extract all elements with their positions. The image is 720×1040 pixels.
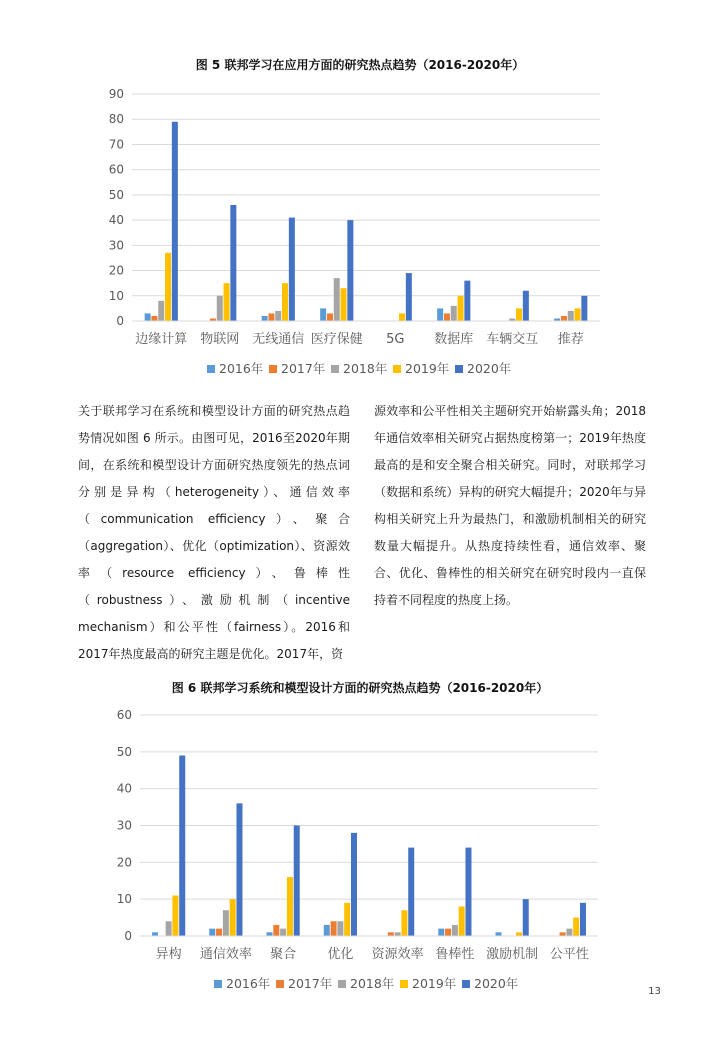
bar xyxy=(217,296,223,321)
x-category-label: 通信效率 xyxy=(199,947,252,962)
bar xyxy=(451,306,457,321)
bar xyxy=(158,301,164,321)
y-tick-label: 90 xyxy=(108,87,124,101)
bar xyxy=(395,932,401,936)
legend-label: 2019年 xyxy=(412,976,457,991)
bar xyxy=(294,826,300,937)
legend-label: 2017年 xyxy=(281,361,326,376)
bar xyxy=(236,803,242,936)
bar xyxy=(458,296,464,321)
bar xyxy=(209,929,215,936)
body-text-right-column: 源效率和公平性相关主题研究开始崭露头角；2018年通信效率相关研究占据热度榜第一；2019年热度最高的是和安全聚合相关研究。同时，对联邦学习（数据和系统）异构的研究大幅提升；2020年与异构相关研究上升为最热门，和激励机制相关的研究数量大幅提升。从热度持续性看，通信效率、聚合、优化、鲁棒性的相关研究在研究时段内一直保持着不同程度的热度上扬。 xyxy=(374,404,646,607)
x-category-label: 数据库 xyxy=(434,332,474,347)
legend-label: 2016年 xyxy=(226,976,271,991)
bar xyxy=(172,895,178,936)
bar xyxy=(573,918,579,936)
bar xyxy=(282,283,288,321)
bar xyxy=(331,921,337,936)
bar xyxy=(438,929,444,936)
x-category-label: 资源效率 xyxy=(371,947,424,962)
bar xyxy=(172,122,178,321)
bar xyxy=(581,296,587,321)
bar xyxy=(516,932,522,936)
y-tick-label: 10 xyxy=(116,892,132,907)
x-category-label: 车辆交互 xyxy=(486,332,539,347)
bar xyxy=(347,220,353,321)
bar xyxy=(262,316,268,321)
bar xyxy=(289,218,295,321)
bar xyxy=(267,932,273,936)
legend-label: 2019年 xyxy=(405,361,450,376)
bar xyxy=(334,278,340,321)
bar xyxy=(179,756,185,936)
bar xyxy=(568,311,574,321)
bar xyxy=(165,253,171,321)
y-tick-label: 40 xyxy=(108,213,124,228)
bar xyxy=(166,921,172,936)
y-tick-label: 20 xyxy=(108,263,124,278)
bar xyxy=(399,313,405,321)
legend-swatch xyxy=(269,365,277,373)
bar xyxy=(437,308,443,321)
bar xyxy=(216,929,222,936)
legend-swatch xyxy=(400,980,408,988)
legend-swatch xyxy=(393,365,401,373)
x-category-label: 公平性 xyxy=(549,947,589,962)
legend-swatch xyxy=(276,980,284,988)
bar xyxy=(575,308,581,321)
y-tick-label: 30 xyxy=(116,818,132,833)
x-category-label: 鲁棒性 xyxy=(435,947,475,962)
figure-5-title: 图 5 联邦学习在应用方面的研究热点趋势（2016-2020年） xyxy=(195,58,525,72)
bar xyxy=(459,907,465,936)
x-category-label: 推荐 xyxy=(557,332,584,347)
figure-6-chart xyxy=(0,700,720,1000)
legend-swatch xyxy=(331,365,339,373)
legend-label: 2018年 xyxy=(350,976,395,991)
x-category-label: 5G xyxy=(386,332,405,347)
legend-label: 2018年 xyxy=(343,361,388,376)
figure-6-title: 图 6 联邦学习系统和模型设计方面的研究热点趋势（2016-2020年） xyxy=(171,681,549,695)
page-number: 13 xyxy=(648,986,661,997)
bar xyxy=(560,932,566,936)
x-category-label: 优化 xyxy=(327,947,354,962)
legend-label: 2020年 xyxy=(474,976,519,991)
bar xyxy=(444,313,450,321)
bar xyxy=(516,308,522,321)
bar xyxy=(280,929,286,936)
bar xyxy=(224,283,230,321)
bar xyxy=(580,903,586,936)
bar xyxy=(320,308,326,321)
bar xyxy=(275,311,281,321)
bar xyxy=(523,291,529,321)
bar xyxy=(145,313,151,321)
bar xyxy=(230,899,236,936)
bar xyxy=(223,910,229,936)
x-category-label: 无线通信 xyxy=(252,332,305,347)
y-tick-label: 50 xyxy=(116,744,132,759)
x-category-label: 物联网 xyxy=(200,332,240,347)
y-tick-label: 20 xyxy=(116,855,132,870)
bar xyxy=(341,288,347,321)
bar xyxy=(344,903,350,936)
bar xyxy=(465,848,471,936)
legend-swatch xyxy=(207,365,215,373)
x-category-label: 聚合 xyxy=(270,947,297,962)
bar xyxy=(324,925,330,936)
y-tick-label: 60 xyxy=(116,708,132,722)
y-tick-label: 0 xyxy=(116,314,124,328)
bar xyxy=(523,899,529,936)
bar xyxy=(152,932,158,936)
bar xyxy=(151,316,157,321)
bar xyxy=(388,932,394,936)
y-tick-label: 80 xyxy=(108,112,124,127)
bar xyxy=(464,281,470,321)
bar xyxy=(452,925,458,936)
bar xyxy=(230,205,236,321)
x-category-label: 医疗保健 xyxy=(310,332,363,347)
y-tick-label: 50 xyxy=(108,187,124,202)
bar xyxy=(287,877,293,936)
y-tick-label: 10 xyxy=(108,288,124,303)
x-category-label: 激励机制 xyxy=(486,947,539,962)
bar xyxy=(327,313,333,321)
bar xyxy=(566,929,572,936)
bar xyxy=(445,929,451,936)
y-tick-label: 70 xyxy=(108,137,124,152)
bar xyxy=(408,848,414,936)
bar xyxy=(268,313,274,321)
bar xyxy=(496,932,502,936)
bar xyxy=(273,925,279,936)
bar xyxy=(406,273,412,321)
bar xyxy=(351,833,357,936)
legend-swatch xyxy=(214,980,222,988)
bar xyxy=(401,910,407,936)
x-category-label: 异构 xyxy=(155,947,182,962)
y-tick-label: 0 xyxy=(124,929,132,943)
bar xyxy=(337,921,343,936)
x-category-label: 边缘计算 xyxy=(135,332,188,347)
legend-swatch xyxy=(338,980,346,988)
legend-swatch xyxy=(462,980,470,988)
body-text-left-column: 关于联邦学习在系统和模型设计方面的研究热点趋势情况如图 6 所示。由图可见，2016至2020年期间，在系统和模型设计方面研究热度领先的热点词分别是异构（heterogeneity）、通信效率（communication efficiency）、聚合（aggregation）、优化（optimization）、资源效率（resource efficiency）、鲁棒性（robustness）、激励机制（incentive mechanism）和公平性（fairness）。2016和2017年热度最高的研究主题是优化。2017年，资 xyxy=(78,404,350,661)
bar xyxy=(561,316,567,321)
y-tick-label: 40 xyxy=(116,781,132,796)
legend-label: 2020年 xyxy=(467,361,512,376)
legend-label: 2017年 xyxy=(288,976,333,991)
legend-swatch xyxy=(455,365,463,373)
y-tick-label: 60 xyxy=(108,162,124,177)
legend-label: 2016年 xyxy=(219,361,264,376)
figure-5-chart xyxy=(0,80,720,410)
y-tick-label: 30 xyxy=(108,238,124,253)
